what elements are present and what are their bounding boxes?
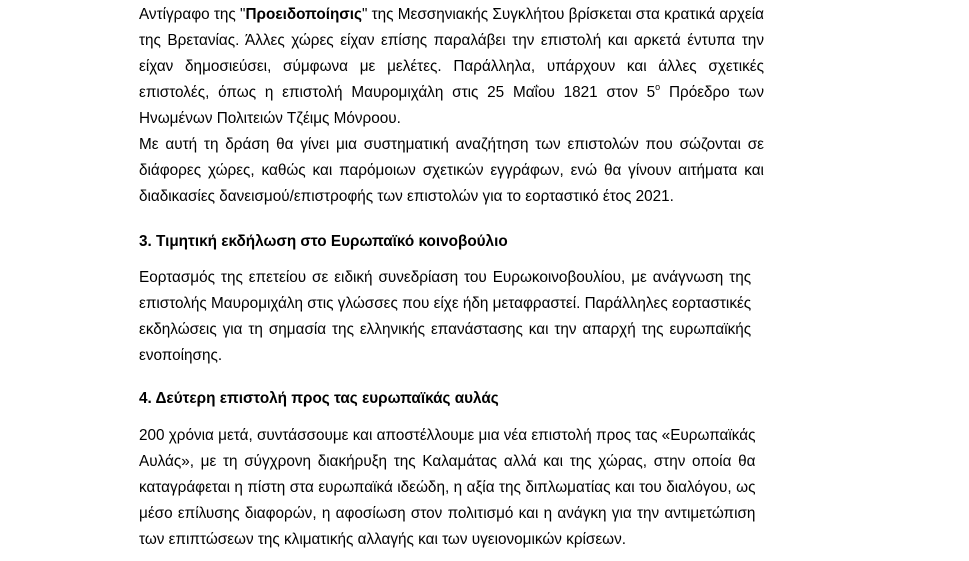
section-3-heading: 3. Τιμητική εκδήλωση στο Ευρωπαϊκό κοινοβούλιο (139, 233, 508, 250)
text-line: μέσο επίλυσης διαφορών, η αφοσίωση στον πολιτισμό και η ανάγκη για την αντιμετώπιση (139, 505, 756, 522)
text-line: των επιπτώσεων της κλιματικής αλλαγής και των υγειονομικών κρίσεων. (139, 531, 627, 548)
text-line: ενοποίησης. (139, 347, 223, 364)
text-fragment: Αντίγραφο της " (139, 6, 246, 23)
text-line: διαδικασίες δανεισμού/επιστροφής των επιστολών για το εορταστικό έτος 2021. (139, 188, 674, 205)
text-line: της Βρετανίας. Άλλες χώρες είχαν επίσης παραλάβει την επιστολή και αρκετά έντυπα την (139, 32, 764, 49)
text-line: Εορτασμός της επετείου σε ειδική συνεδρίαση του Ευρωκοινοβουλίου, με ανάγνωση της (139, 269, 752, 286)
text-line: Αυλάς», με τη σύγχρονη διακήρυξη της Καλαμάτας αλλά και της χώρας, στην οποία θα (139, 453, 756, 470)
section-4-heading: 4. Δεύτερη επιστολή προς τας ευρωπαϊκάς αυλάς (139, 390, 499, 407)
text-line (139, 2, 764, 28)
text-line: καταγράφεται η πίστη στα ευρωπαϊκά ιδεώδη, η αξία της διπλωματίας και του διαλόγου, ως (139, 479, 756, 496)
section-4-paragraph (139, 423, 755, 553)
text-fragment: " της Μεσσηνιακής Συγκλήτου βρίσκεται στα κρατικά αρχεία (361, 6, 764, 23)
text-line: 200 χρόνια μετά, συντάσσουμε και αποστέλλουμε μια νέα επιστολή προς τας «Ευρωπαϊκάς (139, 427, 756, 444)
text-fragment: επιστολές, όπως η επιστολή Μαυρομιχάλη στις 25 Μαΐου 1821 στον 5 (139, 84, 656, 101)
bold-term: Προειδοποίησις (245, 6, 362, 23)
text-line: Με αυτή τη δράση θα γίνει μια συστηματική αναζήτηση των επιστολών που σώζονται σε (139, 136, 764, 153)
text-line: εκδηλώσεις για τη σημασία της ελληνικής επανάστασης και την απαρχή της ευρωπαϊκής (139, 321, 752, 338)
text-line: Ηνωμένων Πολιτειών Τζέιμς Μόνροου. (139, 110, 401, 127)
ordinal-superscript: ο (655, 81, 661, 92)
text-line: διάφορες χώρες, καθώς και παρόμοιων σχετικών εγγράφων, ενώ θα γίνουν αιτήματα και (139, 162, 764, 179)
text-fragment: Πρόεδρο των (660, 84, 764, 101)
section-3-paragraph (139, 265, 751, 369)
paragraph-letters (139, 2, 764, 210)
text-line: είχαν δημοσιεύσει, σύμφωνα με μελέτες. Παράλληλα, υπάρχουν και άλλες σχετικές (139, 58, 764, 75)
text-line: επιστολής Μαυρομιχάλη στις γλώσσες που είχε ήδη μεταφραστεί. Παράλληλες εορταστικές (139, 295, 752, 312)
text-line (139, 80, 764, 106)
